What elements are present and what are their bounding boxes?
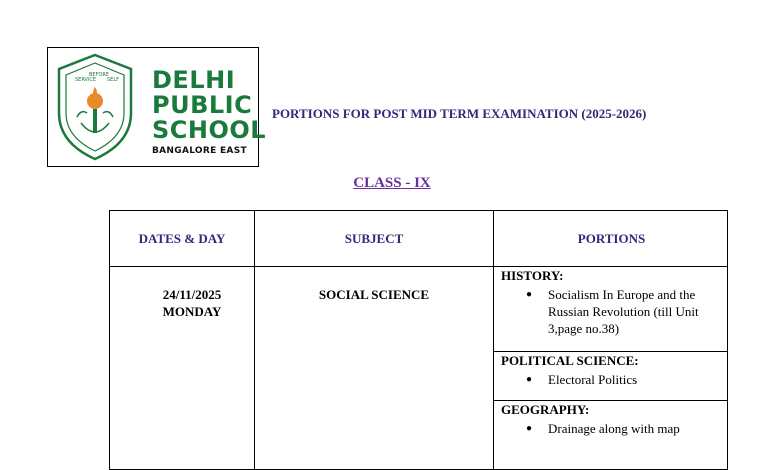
subject-name: SOCIAL SCIENCE — [318, 287, 430, 302]
portions-table — [109, 210, 728, 470]
bullet-icon: ● — [526, 374, 533, 385]
bullet-icon: ● — [526, 423, 533, 434]
school-logo — [47, 47, 267, 167]
class-title: CLASS - IX — [353, 175, 431, 191]
school-name — [152, 68, 266, 157]
section-title-geography: GEOGRAPHY: — [501, 402, 590, 417]
exam-date: 24/11/2025 — [162, 287, 222, 302]
portion-item-text: Electoral Politics — [548, 372, 638, 387]
school-branch: BANGALORE EAST — [152, 146, 247, 156]
exam-day: MONDAY — [162, 304, 222, 319]
header-dates: DATES & DAY — [138, 230, 226, 246]
section-title-history: HISTORY: — [501, 268, 564, 283]
crest-word: SELF — [107, 77, 119, 83]
header-divider — [110, 266, 727, 267]
school-name-line3: SCHOOL — [152, 116, 267, 144]
crest-word: SERVICE — [75, 77, 97, 83]
portion-item-text: Drainage along with map — [548, 421, 680, 436]
bullet-icon: ● — [526, 289, 533, 300]
portion-item — [526, 286, 718, 337]
school-name-line2: PUBLIC — [152, 91, 253, 119]
portion-item-text: Socialism In Europe and the Russian Revolution (till Unit 3,page no.38) — [548, 287, 699, 336]
portion-item — [526, 371, 718, 388]
crest-word: BEFORE — [89, 72, 110, 78]
section-title-political-science: POLITICAL SCIENCE: — [501, 353, 639, 368]
school-crest-icon — [51, 51, 139, 163]
header-portions: PORTIONS — [577, 230, 646, 246]
header-subject: SUBJECT — [344, 230, 404, 246]
portion-item — [526, 420, 718, 437]
document-title: PORTIONS FOR POST MID TERM EXAMINATION (2025-2026) — [272, 106, 647, 121]
school-name-line1: DELHI — [152, 66, 236, 94]
